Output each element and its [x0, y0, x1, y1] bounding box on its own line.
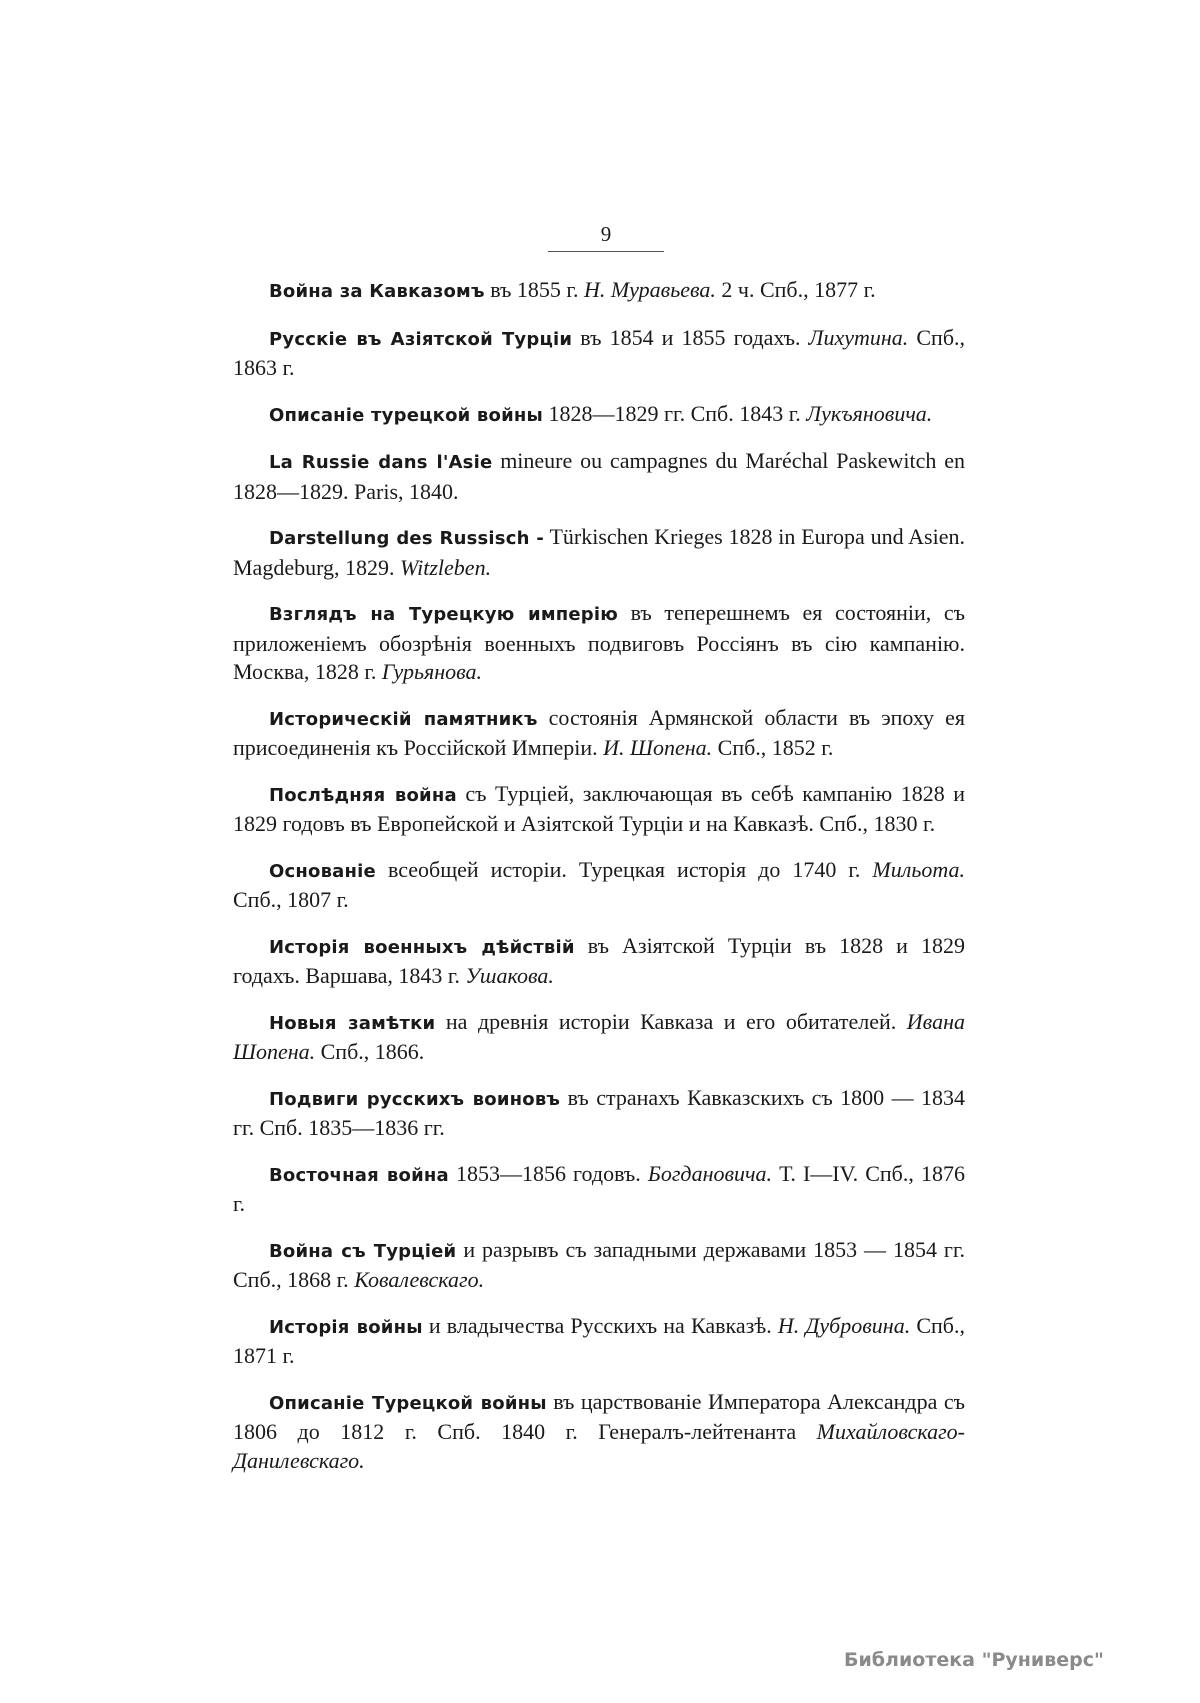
bibliography-entry [233, 1084, 965, 1143]
entry-title: Основаніе [269, 860, 376, 882]
entry-author: Мильота. [872, 856, 965, 882]
entry-text: въ 1854 и 1855 годахъ. [572, 324, 809, 350]
entry-author: Ивана Шопена. [233, 1008, 965, 1064]
entry-author: Н. Дубровина. [777, 1312, 911, 1338]
entry-tail: Спб., 1866. [315, 1039, 425, 1064]
bibliography-entry [233, 400, 965, 431]
entry-title: Восточная война [269, 1164, 449, 1186]
entry-text: Türkischen Krieges 1828 in Europa und Asien. Magdeburg, 1829. [233, 524, 965, 580]
entry-text: съ Турціей, заключающая въ себѣ кампанію 1828 и 1829 годовъ въ Европейской и Азіятской Турціи и на Кавказѣ. Спб., 1830 г. [233, 780, 965, 836]
bibliography-entry [233, 932, 965, 991]
entry-text: 1828—1829 гг. Спб. 1843 г. [543, 400, 807, 426]
entry-title: Исторія военныхъ дѣйствій [269, 936, 575, 958]
bibliography-entry [233, 704, 965, 763]
bibliography-entry [233, 1160, 965, 1219]
entry-text: всеобщей исторіи. Турецкая исторія до 1740 г. [375, 856, 873, 882]
entry-title: Историческій памятникъ [269, 708, 538, 730]
entry-title: Послѣдняя война [269, 784, 457, 806]
library-watermark: Библиотека "Руниверс" [844, 1649, 1104, 1671]
entry-text: въ царствованіе Императора Александра съ 1806 до 1812 г. Спб. 1840 г. Генералъ-лейтенанта [233, 1388, 965, 1444]
entry-title: Война за Кавказомъ [269, 281, 485, 302]
entry-tail: Спб., 1871 г. [233, 1312, 965, 1368]
bibliography-entry [233, 599, 965, 687]
entry-text: въ Азіятской Турціи въ 1828 и 1829 годахъ. Варшава, 1843 г. [233, 932, 965, 988]
entry-tail: Спб., 1863 г. [233, 324, 966, 380]
entry-title: Описаніе Турецкой войны [269, 1392, 547, 1414]
entry-author: Лихутина. [808, 324, 909, 350]
entry-author: Ушакова. [465, 963, 554, 988]
entry-author: Witzleben. [400, 554, 492, 580]
entry-text: въ 1855 г. [484, 277, 584, 302]
bibliography-entry [233, 447, 965, 506]
entry-title: Война съ Турціей [269, 1240, 457, 1262]
bibliography-entry [233, 1312, 965, 1371]
entry-text: и разрывъ съ западными державами 1853 — 1854 гг. Спб., 1868 г. [233, 1236, 965, 1292]
entry-text: и владычества Русскихъ на Кавказѣ. [422, 1312, 778, 1338]
bibliography-entry [233, 856, 965, 915]
entry-title: La Russie dans l'Asie [269, 452, 493, 473]
bibliography-entry [233, 1236, 965, 1295]
entry-title: Русскіе въ Азіятской Турціи [269, 328, 573, 350]
entry-author: Михайловскаго-Данилевскаго. [233, 1419, 965, 1473]
bibliography-entry [233, 1388, 965, 1476]
bibliography-entry [233, 276, 965, 307]
entry-author: Н. Муравьева. [583, 277, 716, 302]
entry-author: Ковалевскаго. [354, 1267, 485, 1292]
entry-text: въ странахъ Кавказскихъ съ 1800 — 1834 гг. Спб. 1835—1836 гг. [233, 1084, 965, 1140]
entry-text: на древнія исторіи Кавказа и его обитателей. [435, 1008, 907, 1034]
bibliography-entry [233, 780, 965, 839]
entry-author: Гурьянова. [381, 659, 483, 684]
entry-text: 1853—1856 годовъ. [448, 1160, 648, 1186]
bibliography-list [233, 276, 965, 1492]
entry-text: mineure ou campagnes du Maréchal Paskewitch en 1828—1829. Paris, 1840. [233, 448, 966, 504]
entry-author: Лукъяновича. [806, 400, 933, 426]
entry-title: Описаніе турецкой войны [269, 404, 543, 426]
bibliography-entry [233, 1008, 965, 1067]
entry-text: состоянія Армянской области въ эпоху ея присоединенія къ Россійской Имперіи. [233, 704, 965, 760]
page-number-rule [548, 251, 664, 252]
entry-tail: Спб., 1807 г. [233, 887, 349, 912]
bibliography-entry [233, 324, 965, 383]
entry-tail: Т. I—IV. Спб., 1876 г. [233, 1160, 965, 1216]
bibliography-entry [233, 523, 965, 582]
entry-title: Новыя замѣтки [269, 1012, 436, 1034]
entry-tail: Спб., 1852 г. [712, 735, 834, 760]
entry-tail: 2 ч. Спб., 1877 г. [715, 277, 876, 302]
entry-title: Взглядъ на Турецкую имперію [269, 604, 618, 625]
entry-title: Darstellung des Russisch - [269, 528, 545, 549]
entry-author: Богдановича. [647, 1160, 773, 1186]
entry-author: И. Шопена. [603, 735, 713, 760]
entry-title: Подвиги русскихъ воиновъ [269, 1088, 561, 1110]
entry-text: въ теперешнемъ ея состояніи, съ приложеніемъ обозрѣнія военныхъ подвиговъ Россіянъ въ сію кампанію. Москва, 1828 г. [233, 600, 965, 684]
entry-title: Исторія войны [269, 1316, 423, 1338]
page-number: 9 [600, 222, 612, 246]
